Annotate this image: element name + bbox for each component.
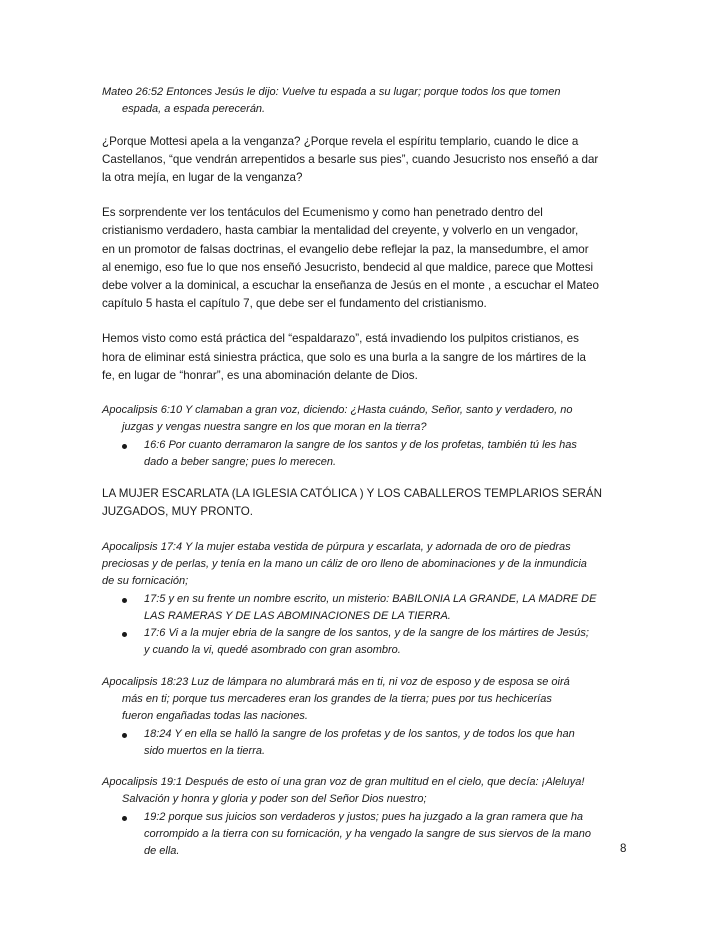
text-line: la otra mejía, en lugar de la venganza?	[102, 171, 303, 184]
text-line: fe, en lugar de “honrar”, es una abominación delante de Dios.	[102, 368, 418, 382]
verse-line: Apocalipsis 18:23 Luz de lámpara no alumbrará más en ti, ni voz de esposo y de esposa se oirá	[102, 675, 570, 688]
verse-line: espada, a espada perecerán.	[122, 103, 266, 116]
verse-line: preciosas y de perlas, y tenía en la mano un cáliz de oro lleno de abominaciones y de la inmundicia	[102, 557, 587, 570]
text-line: hora de eliminar está siniestra práctica, que solo es una burla a la sangre de los mártires de la	[102, 350, 586, 364]
text-line: Castellanos, “que vendrán arrepentidos a besarle sus pies”, cuando Jesucristo nos enseñó a dar	[102, 152, 599, 166]
heading-line: LA MUJER ESCARLATA (LA IGLESIA CATÓLICA ) Y LOS CABALLEROS TEMPLARIOS SERÁN	[102, 487, 602, 501]
text-line: debe volver a la dominical, a escuchar la enseñanza de Jesús en el monte , a escuchar el Mateo	[102, 279, 599, 293]
heading-line: JUZGADOS, MUY PRONTO.	[102, 505, 253, 519]
verse-line: corrompido a la tierra con su fornicación, y ha vengado la sangre de sus siervos de la mano	[144, 828, 591, 841]
bullet-icon	[122, 733, 127, 738]
text-line: Hemos visto como está práctica del “espaldarazo”, está invadiendo los pulpitos cristianos, es	[102, 332, 579, 346]
verse-line: sido muertos en la tierra.	[144, 744, 266, 757]
verse-line: Apocalipsis 6:10 Y clamaban a gran voz, diciendo: ¿Hasta cuándo, Señor, santo y verdadero, no	[102, 404, 573, 417]
bullet-list	[102, 591, 636, 660]
document-body	[102, 84, 636, 875]
verse-line: Apocalipsis 19:1 Después de esto oí una gran voz de gran multitud en el cielo, que decía: ¡Aleluya!	[102, 776, 585, 789]
verse-apocalipsis-18-23	[102, 674, 636, 760]
verse-line: 19:2 porque sus juicios son verdaderos y justos; pues ha juzgado a la gran ramera que ha	[144, 810, 584, 823]
text-line: cristianismo verdadero, hasta cambiar la mentalidad del creyente, y volverlo en un vengador,	[102, 224, 579, 238]
verse-line: juzgas y vengas nuestra sangre en los que moran en la tierra?	[122, 421, 427, 434]
bullet-list	[102, 726, 636, 761]
list-item	[102, 625, 636, 660]
verse-apocalipsis-17-4	[102, 539, 636, 660]
list-item	[102, 726, 636, 761]
verse-line: 17:5 y en su frente un nombre escrito, un misterio: BABILONIA LA GRANDE, LA MADRE DE	[144, 592, 597, 605]
bullet-icon	[122, 598, 127, 603]
verse-line: de ella.	[144, 845, 180, 858]
bullet-list	[102, 809, 636, 861]
paragraph-venganza	[102, 133, 636, 188]
bullet-icon	[122, 444, 127, 449]
text-line: ¿Porque Mottesi apela a la venganza? ¿Porque revela el espíritu templario, cuando le dice a	[102, 134, 579, 148]
verse-line: Mateo 26:52 Entonces Jesús le dijo: Vuelve tu espada a su lugar; porque todos los que tomen	[102, 86, 561, 98]
verse-line: Salvación y honra y gloria y poder son del Señor Dios nuestro;	[122, 793, 427, 806]
text-line: capítulo 5 hasta el capítulo 7, que debe ser el fundamento del cristianismo.	[102, 297, 487, 311]
list-item	[102, 809, 636, 861]
verse-line: 18:24 Y en ella se halló la sangre de los profetas y de los santos, y de todos los que han	[144, 727, 575, 740]
verse-line: más en ti; porque tus mercaderes eran los grandes de la tierra; pues por tus hechicerías	[122, 693, 552, 705]
text-line: en un promotor de falsas doctrinas, el evangelio debe reflejar la paz, la mansedumbre, el amor	[102, 242, 589, 256]
verse-mateo-26-52	[102, 84, 636, 119]
bullet-icon	[122, 816, 127, 821]
bullet-list	[102, 437, 636, 472]
text-line: Es sorprendente ver los tentáculos del Ecumenismo y como han penetrado dentro del	[102, 206, 543, 220]
verse-line: LAS RAMERAS Y DE LAS ABOMINACIONES DE LA TIERRA.	[144, 609, 451, 622]
section-heading	[102, 485, 636, 521]
verse-line: de su fornicación;	[102, 575, 189, 588]
verse-apocalipsis-6-10	[102, 402, 636, 471]
page-number: 8	[620, 842, 627, 855]
verse-line: fueron engañadas todas las naciones.	[122, 710, 308, 723]
verse-apocalipsis-19-1	[102, 774, 636, 860]
paragraph-espaldarazo	[102, 330, 636, 385]
verse-line: 16:6 Por cuanto derramaron la sangre de los santos y de los profetas, también tú les has	[144, 438, 577, 451]
bullet-icon	[122, 632, 127, 637]
list-item	[102, 591, 636, 626]
verse-line: 17:6 Vi a la mujer ebria de la sangre de los santos, y de la sangre de los mártires de Jesús;	[144, 627, 589, 640]
verse-line: y cuando la vi, quedé asombrado con gran asombro.	[144, 644, 401, 657]
paragraph-ecumenismo	[102, 204, 636, 313]
verse-line: dado a beber sangre; pues lo merecen.	[144, 455, 337, 468]
verse-line: Apocalipsis 17:4 Y la mujer estaba vestida de púrpura y escarlata, y adornada de oro de piedras	[102, 540, 571, 553]
text-line: al enemigo, eso fue lo que nos enseñó Jesucristo, bendecid al que maldice, parece que Mottesi	[102, 260, 594, 274]
list-item	[102, 437, 636, 472]
